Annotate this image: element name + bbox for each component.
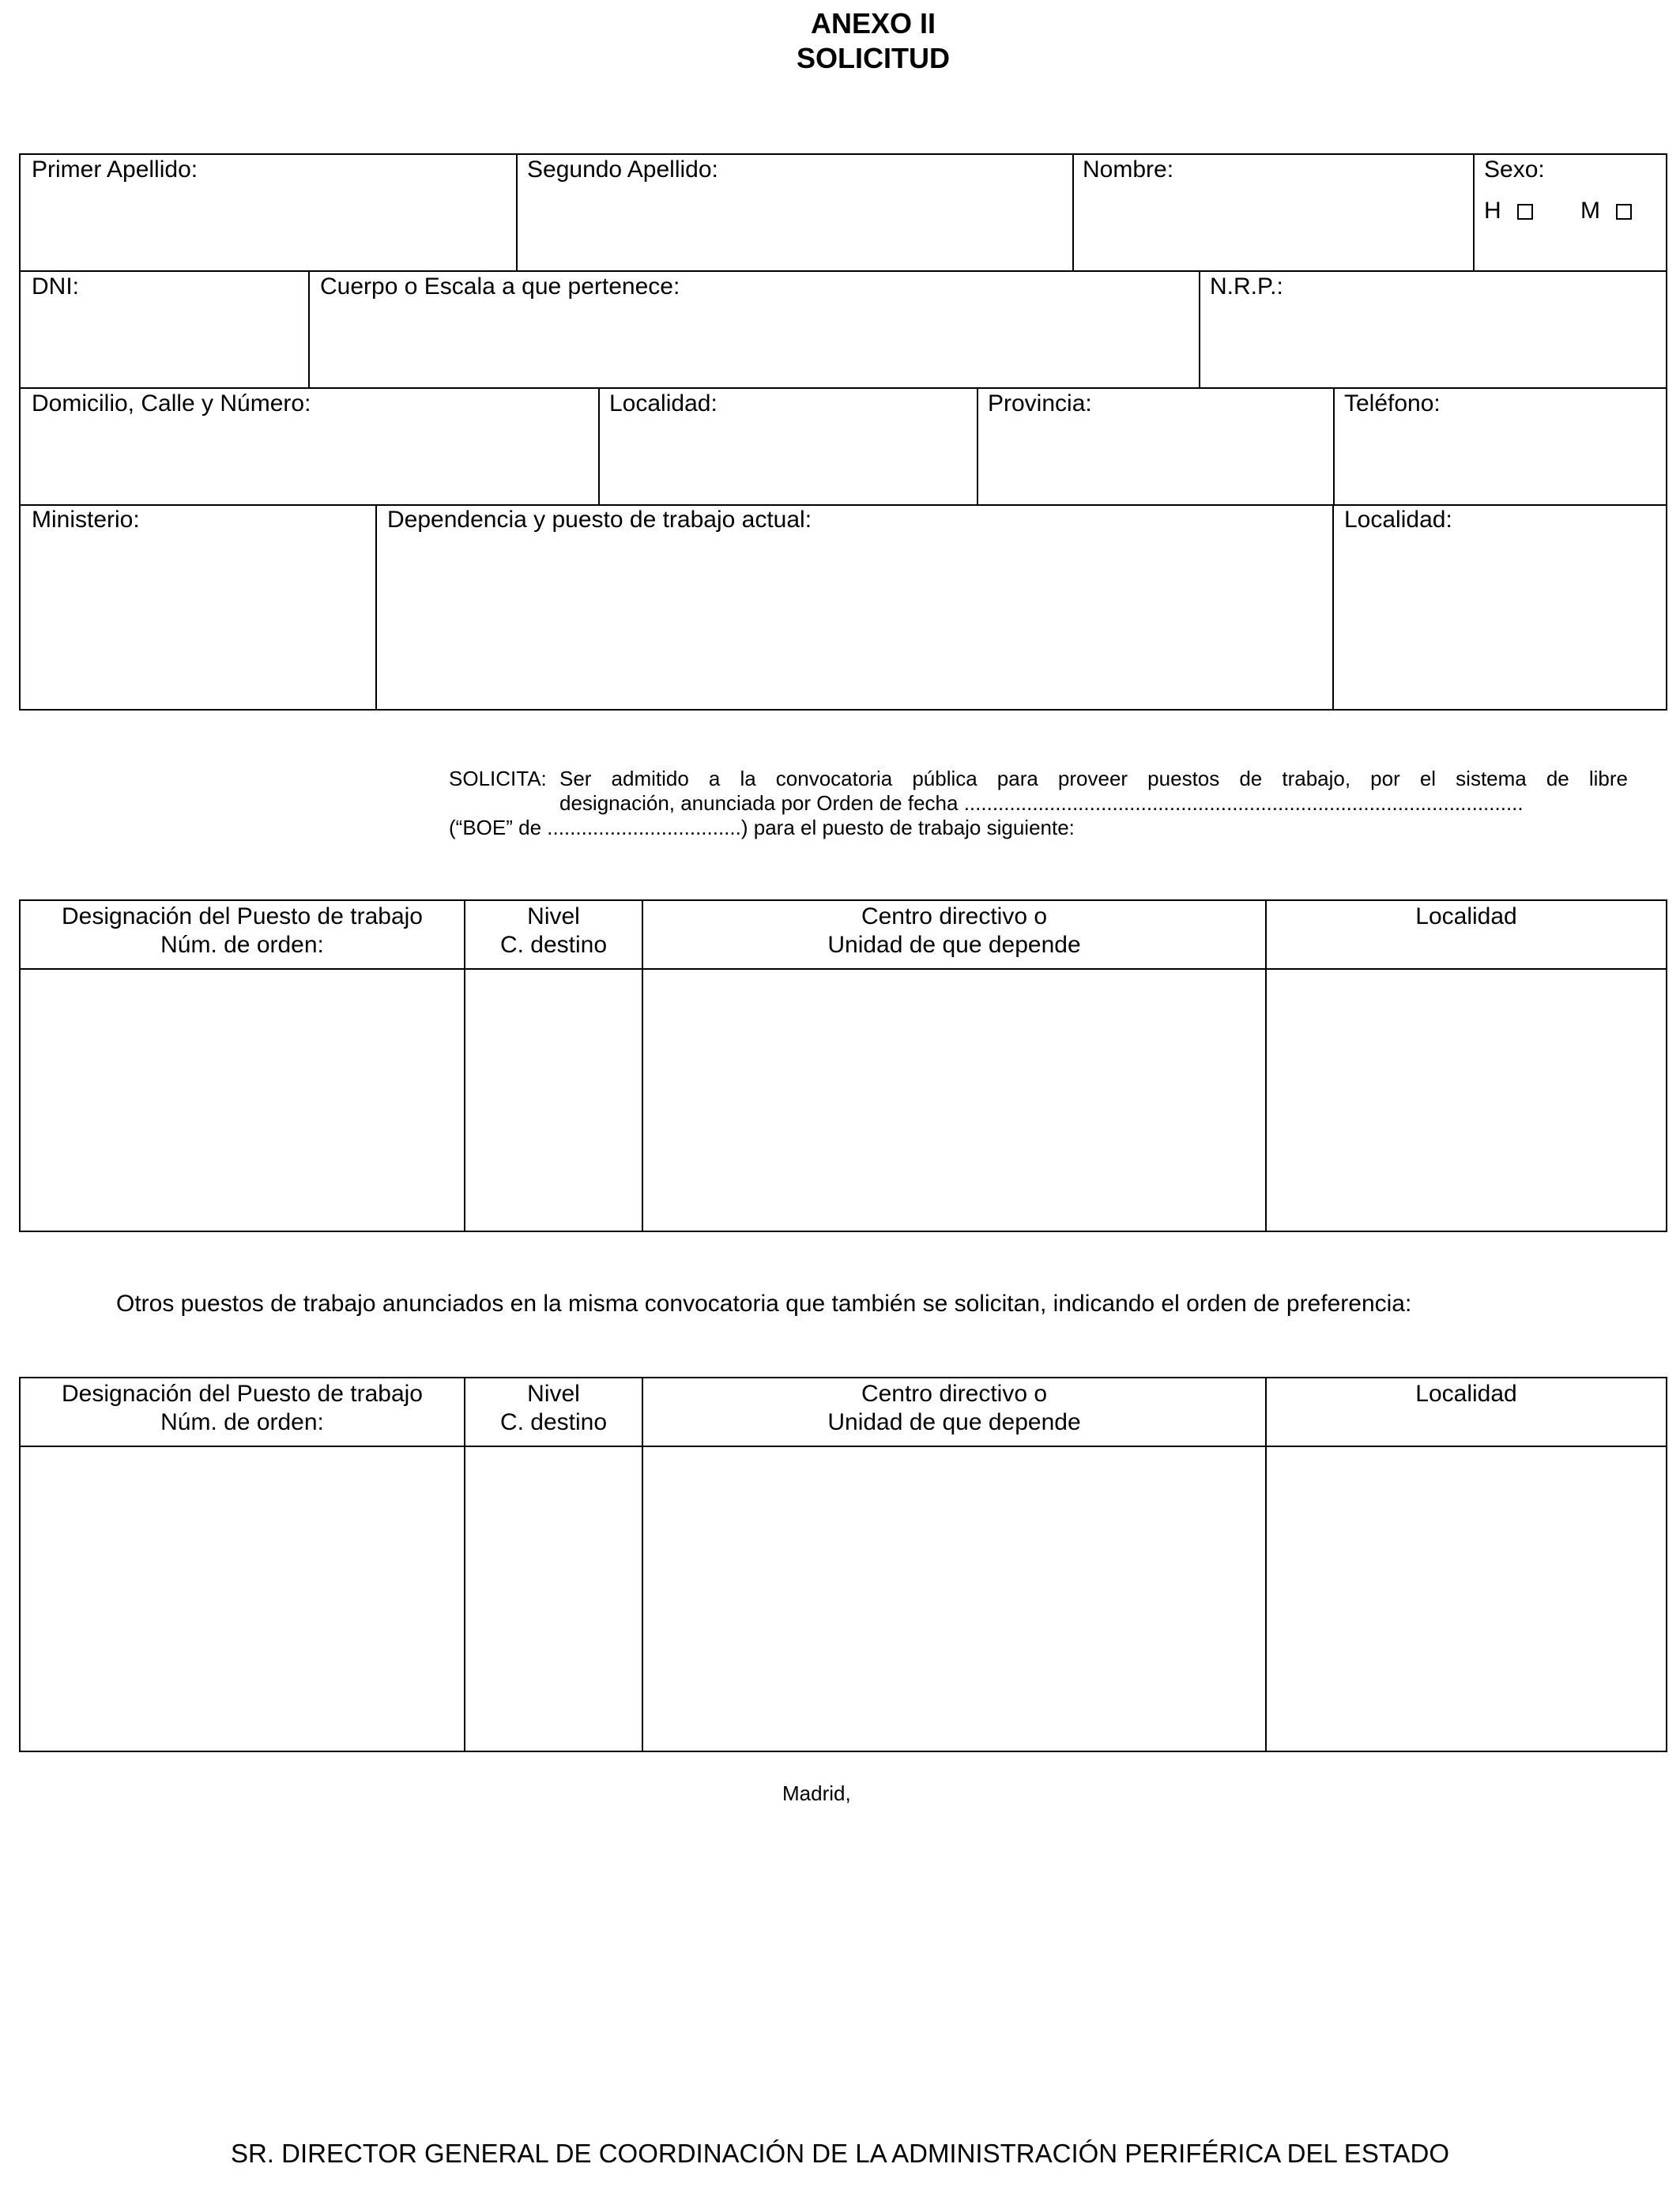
row-divider — [19, 270, 1667, 272]
col-divider — [308, 270, 310, 389]
col-divider — [1473, 153, 1475, 272]
header-designacion-line1: Designación del Puesto de trabajo — [62, 903, 423, 929]
puesto-row-nivel[interactable] — [465, 970, 642, 1231]
col-divider — [977, 387, 978, 506]
header-nivel-line2: C. destino — [499, 932, 608, 958]
col-divider — [1333, 387, 1335, 506]
otros-row-nivel[interactable] — [465, 1447, 642, 1751]
header-centro-line2: Unidad de que depende — [827, 1409, 1081, 1435]
segundo-apellido-field[interactable]: Segundo Apellido: — [527, 156, 718, 183]
document-subtitle: SOLICITUD — [797, 42, 950, 74]
sexo-h-checkbox[interactable] — [1517, 204, 1533, 220]
document-title: ANEXO II — [810, 7, 936, 40]
solicita-line2: designación, anunciada por Orden de fecha .................................................................................................. — [559, 791, 1524, 815]
telefono-field[interactable]: Teléfono: — [1344, 390, 1441, 417]
otros-row-centro[interactable] — [643, 1447, 1265, 1751]
header-nivel — [465, 903, 642, 959]
sexo-m-label: M — [1580, 198, 1600, 224]
header-centro — [643, 903, 1265, 959]
sexo-h-option[interactable] — [1484, 198, 1533, 224]
dni-field[interactable]: DNI: — [32, 273, 79, 300]
header-designacion — [21, 903, 464, 959]
header-centro-line2: Unidad de que depende — [827, 932, 1081, 958]
personal-data-form — [19, 153, 1667, 711]
header-centro-line1: Centro directivo o — [861, 1381, 1048, 1407]
localidad-actual-field[interactable]: Localidad: — [1344, 507, 1452, 533]
otros-row-designacion[interactable] — [21, 1447, 464, 1751]
addressee-footer: SR. DIRECTOR GENERAL DE COORDINACIÓN DE LA ADMINISTRACIÓN PERIFÉRICA DEL ESTADO — [230, 2139, 1450, 2168]
sexo-h-label: H — [1484, 198, 1501, 224]
header-centro — [643, 1380, 1265, 1437]
header-localidad-line1: Localidad — [1415, 903, 1517, 929]
nombre-field[interactable]: Nombre: — [1083, 156, 1174, 183]
solicita-text: Ser admitido a la convocatoria pública para proveer puestos de trabajo, por el sistema de libre — [559, 767, 1628, 790]
puesto-row-centro[interactable] — [643, 970, 1265, 1231]
solicita-label: SOLICITA: — [449, 767, 547, 790]
row-divider — [19, 387, 1667, 389]
dependencia-field[interactable]: Dependencia y puesto de trabajo actual: — [387, 507, 812, 533]
header-nivel-line1: Nivel — [527, 1381, 580, 1407]
header-designacion-line2: Núm. de orden: — [160, 932, 324, 958]
solicita-line3: (“BOE” de ..................................) para el puesto de trabajo siguiente: — [449, 816, 1075, 839]
ministerio-field[interactable]: Ministerio: — [32, 507, 140, 533]
domicilio-field[interactable]: Domicilio, Calle y Número: — [32, 390, 311, 417]
header-localidad — [1267, 1380, 1666, 1408]
header-nivel — [465, 1380, 642, 1437]
row-divider — [19, 504, 1667, 506]
header-designacion-line1: Designación del Puesto de trabajo — [62, 1381, 423, 1407]
otros-row-localidad[interactable] — [1267, 1447, 1666, 1751]
col-divider — [1199, 270, 1200, 389]
header-localidad-line1: Localidad — [1415, 1381, 1517, 1407]
sexo-label: Sexo: — [1484, 156, 1545, 183]
otros-puestos-text: Otros puestos de trabajo anunciados en la misma convocatoria que también se solicitan, indicando el orden de preferencia: — [116, 1291, 1412, 1317]
header-designacion-line2: Núm. de orden: — [160, 1409, 324, 1435]
puesto-row-localidad[interactable] — [1267, 970, 1666, 1231]
sexo-m-checkbox[interactable] — [1616, 204, 1632, 220]
localidad-field[interactable]: Localidad: — [609, 390, 718, 417]
header-designacion — [21, 1380, 464, 1437]
header-localidad — [1267, 903, 1666, 931]
provincia-field[interactable]: Provincia: — [988, 390, 1092, 417]
madrid-date-line: Madrid, — [782, 1781, 851, 1805]
header-centro-line1: Centro directivo o — [861, 903, 1048, 929]
sexo-m-option[interactable] — [1580, 198, 1632, 224]
header-nivel-line2: C. destino — [499, 1409, 608, 1435]
cuerpo-escala-field[interactable]: Cuerpo o Escala a que pertenece: — [320, 273, 680, 300]
header-nivel-line1: Nivel — [527, 903, 580, 929]
col-divider — [598, 387, 600, 506]
puesto-row-designacion[interactable] — [21, 970, 464, 1231]
col-divider — [1072, 153, 1074, 272]
col-divider — [516, 153, 518, 272]
primer-apellido-field[interactable]: Primer Apellido: — [32, 156, 198, 183]
col-divider — [375, 504, 377, 711]
col-divider — [1332, 504, 1334, 711]
nrp-field[interactable]: N.R.P.: — [1210, 273, 1283, 300]
